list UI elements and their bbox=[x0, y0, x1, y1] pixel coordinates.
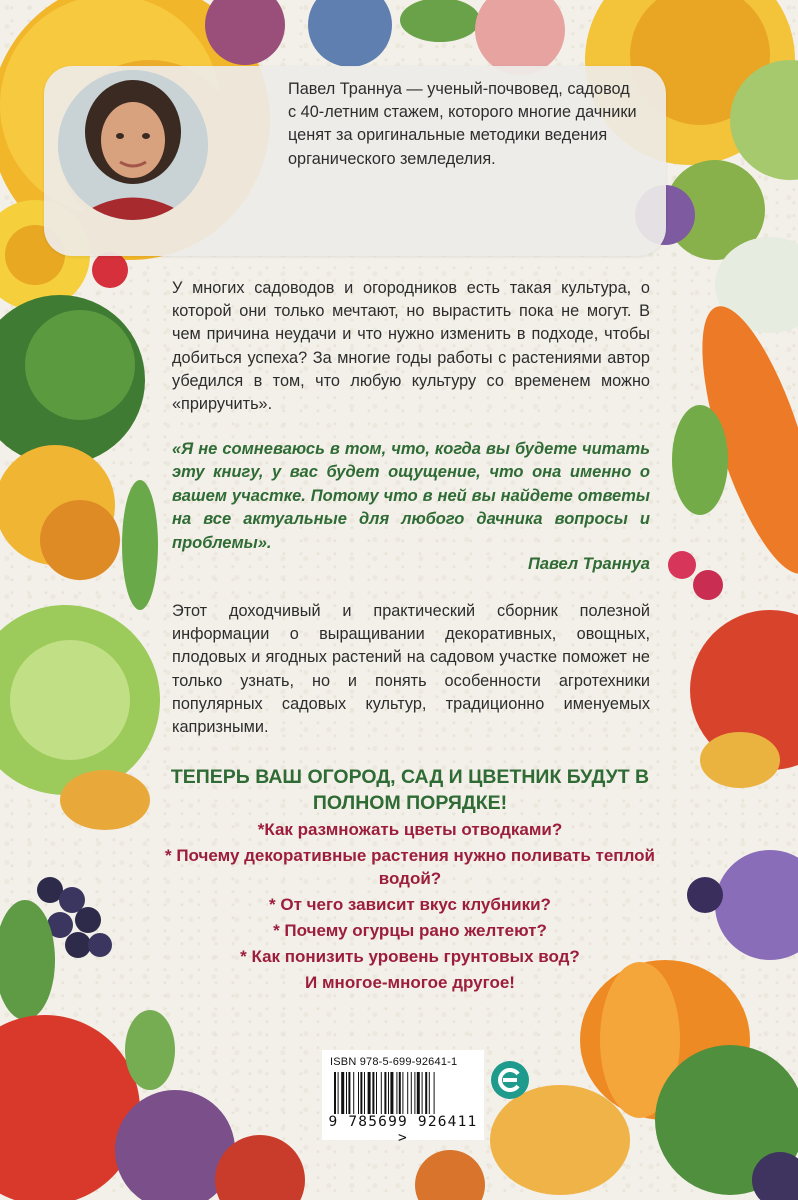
list-item: * Почему декоративные растения нужно поливать теплой водой? bbox=[164, 846, 655, 888]
author-quote: «Я не сомневаюсь в том, что, когда вы будете читать эту книгу, у вас будет ощущение, что она именно о вашем участке. Потому что в ней вы найдете ответы на все актуальные для любого дачника вопросы и проблемы». bbox=[172, 440, 650, 552]
pumpkin-bottom bbox=[490, 1085, 630, 1195]
quote-attribution: Павел Траннуа bbox=[527, 555, 650, 573]
list-item: *Как размножать цветы отводками? bbox=[257, 820, 563, 839]
barcode-digits: 9 785699 926411 > bbox=[328, 1114, 478, 1146]
pea-pod-left bbox=[122, 480, 158, 610]
description-paragraph: Этот доходчивый и практический сборник полезной информации о выращивании декоративных, овощных, плодовых и ягодных растений на садовом участке поможет не только узнать, но и понять особенности агротехники популярных садовых культур, традиционно именуемых капризными. bbox=[172, 602, 650, 737]
rose-pink-top bbox=[475, 0, 565, 75]
cucumber-right bbox=[672, 405, 728, 515]
publisher-logo-icon bbox=[490, 1060, 530, 1100]
barcode-icon bbox=[332, 1072, 474, 1116]
list-item: * Почему огурцы рано желтеют? bbox=[273, 921, 547, 940]
author-bio: Павел Траннуа — ученый-почвовед, садовод с 40-летним стажем, которого многие дачники ценят за оригинальные методики ведения органического земледелия. bbox=[288, 80, 637, 168]
list-item: И многое-многое другое! bbox=[305, 973, 515, 992]
blackberry-right bbox=[687, 877, 723, 913]
tomato-bottom-left bbox=[0, 1015, 140, 1200]
question-list bbox=[150, 818, 670, 997]
headline: ТЕПЕРЬ ВАШ ОГОРОД, САД И ЦВЕТНИК БУДУТ В ПОЛНОМ ПОРЯДКЕ! bbox=[170, 766, 650, 814]
autumn-leaf-left bbox=[60, 770, 150, 830]
author-photo bbox=[58, 70, 208, 220]
blueberry-cluster-top bbox=[308, 0, 392, 67]
raspberry-right bbox=[668, 551, 723, 600]
leaf-top bbox=[400, 0, 480, 42]
intro-paragraph: У многих садоводов и огородников есть такая культура, о которой они только мечтают, но вырастить пока не могут. В чем причина неудачи и что нужно изменить в подходе, чтобы добиться успеха? За многие годы работы с растениями автор убедился в том, что любую культуру со временем можно «приручить». bbox=[172, 279, 650, 414]
list-item: * От чего зависит вкус клубники? bbox=[269, 895, 551, 914]
hydrangea-right bbox=[715, 850, 798, 960]
list-item: * Как понизить уровень грунтовых вод? bbox=[240, 947, 580, 966]
strawberry-left bbox=[92, 252, 128, 288]
isbn-label: ISBN 978-5-699-92641-1 bbox=[330, 1056, 458, 1068]
author-portrait-icon bbox=[58, 70, 208, 220]
autumn-leaf-right bbox=[700, 732, 780, 788]
